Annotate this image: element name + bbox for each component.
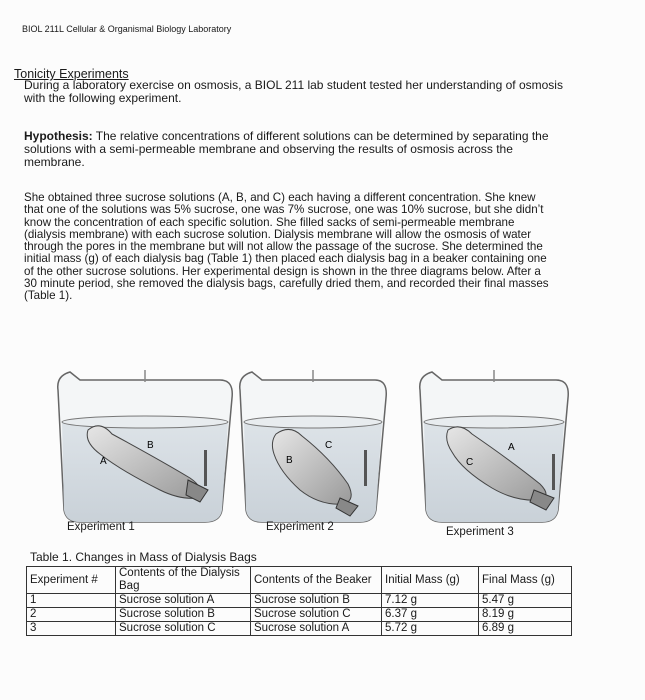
cell-experiment: 2: [27, 608, 116, 622]
experiment-3-label: Experiment 3: [446, 526, 514, 538]
experiment-1-label: Experiment 1: [67, 521, 135, 533]
beaker2-label: C: [325, 440, 333, 451]
beaker-experiment-1: [58, 370, 233, 522]
col-header-final-mass: Final Mass (g): [479, 567, 572, 594]
cell-bag: Sucrose solution C: [116, 622, 251, 636]
col-header-beaker-contents: Contents of the Beaker: [251, 567, 382, 594]
col-header-experiment: Experiment #: [27, 567, 116, 594]
bag3-label: C: [466, 457, 474, 468]
cell-bag: Sucrose solution A: [116, 594, 251, 608]
table-row: [27, 608, 572, 622]
section-title: Tonicity Experiments: [14, 67, 129, 81]
col-header-bag-contents: Contents of the Dialysis Bag: [116, 567, 251, 594]
beaker-experiment-3: [420, 370, 569, 522]
cell-initial-mass: 7.12 g: [382, 594, 479, 608]
bag1-label: A: [100, 456, 107, 467]
experiment-2-label: Experiment 2: [266, 521, 334, 533]
beaker-experiment-2: [240, 370, 387, 522]
cell-beaker: Sucrose solution B: [251, 594, 382, 608]
course-header: BIOL 211L Cellular & Organismal Biology Laboratory: [22, 24, 232, 34]
cell-bag: Sucrose solution B: [116, 608, 251, 622]
hypothesis-paragraph: [24, 130, 624, 170]
col-header-initial-mass: Initial Mass (g): [382, 567, 479, 594]
procedure-paragraph: She obtained three sucrose solutions (A, B, and C) each having a different concentration. She knew that one of the solutions was 5% sucrose, one was 7% sucrose, one was 10% sucrose, but she didn’t know the concentration of each specific solution. She filled sacks of semi-permeable membrane (dialysis membrane) with each sucrose solution. Dialysis membrane will allow the osmosis of water through the pores in the membrane but will not allow the passage of the sucrose. She determined the initial mass (g) of each dialysis bag (Table 1) then placed each dialysis bag in a beaker containing one of the other sucrose solutions. Her experimental design is shown in the three diagrams below. After a 30 minute period, she removed the dialysis bags, carefully dried them, and recorded their final masses (Table 1).: [24, 191, 549, 303]
cell-beaker: Sucrose solution C: [251, 608, 382, 622]
hypothesis-text: The relative concentrations of different solutions can be determined by separating the solutions with a semi-permeable membrane and observing the results of osmosis across the membrane.: [24, 129, 549, 170]
cell-experiment: 1: [27, 594, 116, 608]
hypothesis-label: Hypothesis:: [24, 129, 93, 143]
table-row: [27, 622, 572, 636]
experiment-diagrams: [0, 350, 645, 550]
beaker3-label: A: [508, 442, 515, 453]
table-header-row: [27, 567, 572, 594]
cell-beaker: Sucrose solution A: [251, 622, 382, 636]
cell-initial-mass: 5.72 g: [382, 622, 479, 636]
table-row: [27, 594, 572, 608]
intro-paragraph: During a laboratory exercise on osmosis, a BIOL 211 lab student tested her understanding of osmosis with the following experiment.: [24, 78, 563, 106]
bag2-label: B: [286, 455, 293, 466]
cell-experiment: 3: [27, 622, 116, 636]
cell-final-mass: 8.19 g: [479, 608, 572, 622]
beaker1-label: B: [147, 440, 154, 451]
cell-final-mass: 6.89 g: [479, 622, 572, 636]
table-caption: Table 1. Changes in Mass of Dialysis Bags: [30, 550, 257, 564]
mass-change-table: [26, 566, 572, 636]
cell-final-mass: 5.47 g: [479, 594, 572, 608]
cell-initial-mass: 6.37 g: [382, 608, 479, 622]
